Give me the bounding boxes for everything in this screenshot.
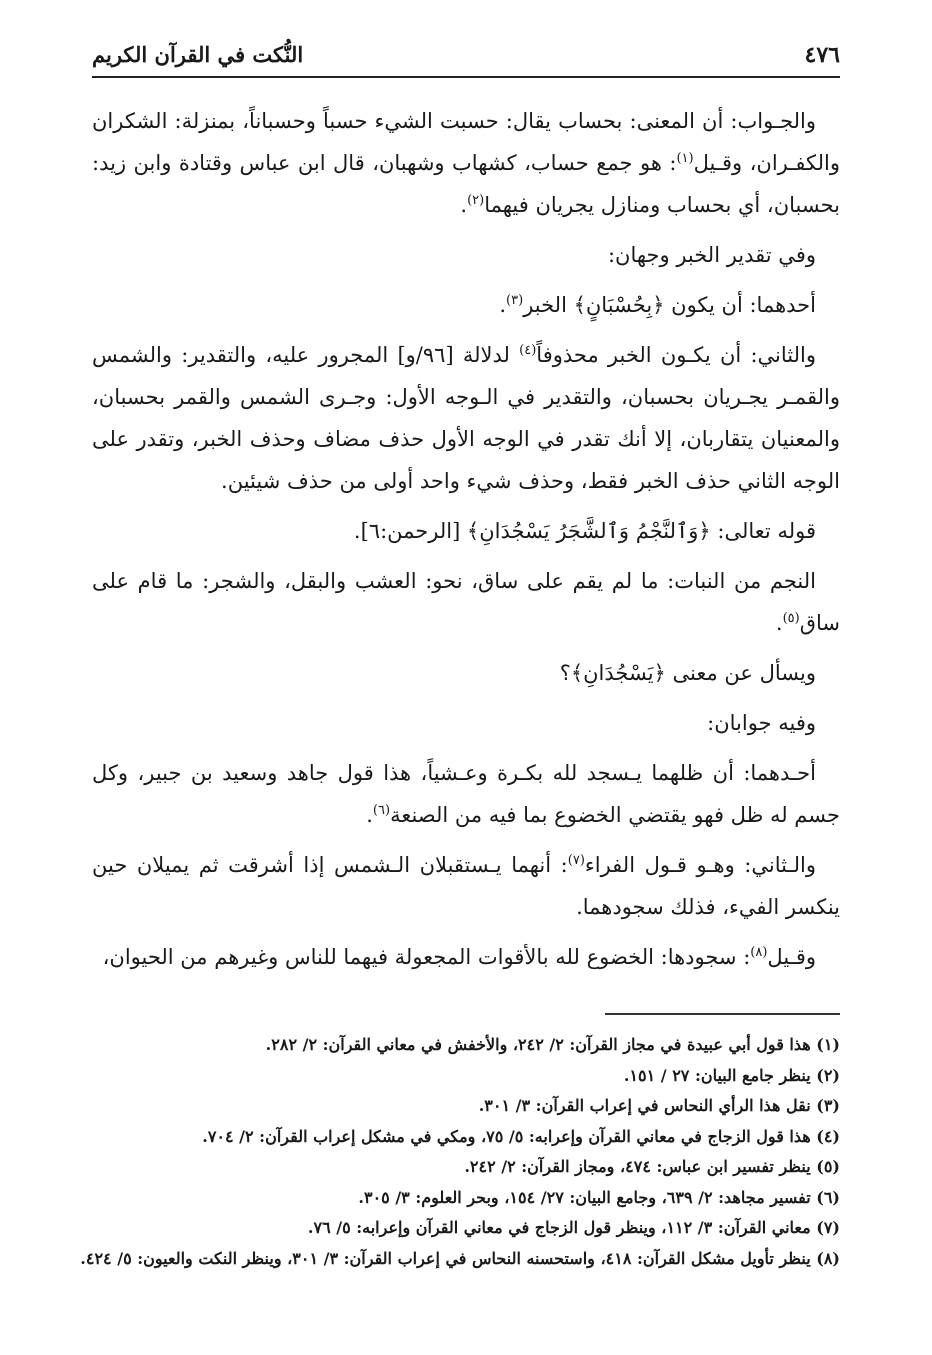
paragraph-text: أحدهما: أن يكون ﴿بِحُسْبَانٍ﴾ الخبر (523, 293, 816, 317)
paragraph-text: والـثاني: وهـو قـول الفراء (584, 853, 816, 877)
footnote-reference: (٤) (519, 343, 537, 358)
body-paragraph (92, 334, 840, 502)
footnote: (٧) معاني القرآن: ٣/ ١١٢، وينظر قول الزجاج في معاني القرآن وإعرابه: ٥/ ٧٦. (307, 1218, 840, 1237)
page-header (92, 36, 840, 78)
paragraph-text: ويسأل عن معنى ﴿يَسْجُدَانِ﴾؟ (559, 661, 816, 685)
footnotes (80, 1030, 840, 1274)
footnote-separator (605, 1013, 840, 1015)
paragraph-text: . (775, 611, 783, 635)
footnote: (٤) هذا قول الزجاج في معاني القرآن وإعرابه: ٥/ ٧٥، ومكي في مشكل إعراب القرآن: ٢/ ٧٠٤. (202, 1126, 840, 1146)
footnote: (٥) ينظر تفسير ابن عباس: ٤٧٤، ومجاز القرآن: ٢/ ٢٤٢. (464, 1157, 840, 1176)
paragraph-text: : أنهما يـستقبلان الـشمس إذا أشرقت ثم يميلان حين ينكسر الفيء، فذلك سجودهما. (92, 853, 840, 919)
paragraph-text: النجم من النبات: ما لم يقم على ساق، نحو: العشب والبقل، والشجر: ما قام على ساق (92, 569, 840, 635)
main-text (92, 100, 840, 986)
footnote-reference: (٧) (567, 853, 585, 868)
paragraph-text: وقـيل (767, 945, 816, 969)
paragraph-text: : هو جمع حساب، كشهاب وشهبان، قال ابن عباس وقتادة وابن زيد: بحسبان، أي بحساب ومنازل يجريان فيهما (92, 151, 840, 217)
paragraph-text: : سجودها: الخضوع لله بالأقوات المجعولة فيهما للناس وغيرهم من الحيوان، (102, 945, 751, 969)
body-paragraph (92, 702, 840, 744)
body-paragraph (92, 752, 840, 836)
paragraph-text: . (460, 193, 468, 217)
body-paragraph (92, 100, 840, 226)
body-paragraph (92, 284, 840, 326)
body-paragraph (92, 844, 840, 928)
footnote-reference: (٢) (467, 193, 485, 208)
paragraph-text: قوله تعالى: ﴿وَٱلنَّجْمُ وَٱلشَّجَرُ يَسْجُدَانِ﴾ [الرحمن:٦]. (353, 519, 816, 543)
body-paragraph (92, 936, 840, 978)
body-paragraph (92, 560, 840, 644)
footnote-reference: (٣) (506, 293, 524, 308)
body-paragraph (92, 510, 840, 552)
page-number: ٤٧٦ (804, 42, 840, 68)
footnote: (٢) ينظر جامع البيان: ٢٧ / ١٥١. (623, 1065, 840, 1085)
book-title: النُّكت في القرآن الكريم (92, 42, 304, 67)
paragraph-text: . (499, 293, 507, 317)
footnote: (٣) نقل هذا الرأي النحاس في إعراب القرآن: ٣/ ٣٠١. (478, 1096, 840, 1115)
paragraph-text: أحـدهما: أن ظلهما يـسجد لله بكـرة وعـشياً، هذا قول جاهد وسعيد بن جبير، وكل جسم له ظل فهو يقتضي الخضوع بما فيه من الصنعة (92, 761, 840, 827)
footnote-reference: (١) (676, 151, 694, 166)
footnote: (٦) تفسير مجاهد: ٢/ ٦٣٩، وجامع البيان: ٢٧/ ١٥٤، وبحر العلوم: ٣/ ٣٠٥. (358, 1187, 840, 1207)
paragraph-text: لدلالة [٩٦/و] المجرور عليه، والتقدير: والشمس والقمـر يجـريان بحسبان، والتقدير في الـوجه الأول: وجـرى الشمس والقمر بحسبان، والمعنيان يتقاربان، إلا أنك تقدر في الوجه الأول حذف مضاف وحذف الخبر، وتقدر على الوجه الثاني حذف الخبر فقط، وحذف شيء واحد أولى من حذف شيئين. (92, 343, 840, 493)
footnote-reference: (٨) (750, 945, 768, 960)
paragraph-text: والثاني: أن يكـون الخبر محذوفاً (536, 343, 816, 367)
paragraph-text: والجـواب: أن المعنى: بحساب يقال: حسبت الشيء حسباً وحسباناً، بمنزلة: الشكران والكفـران، وقـيل (92, 109, 840, 175)
footnote-reference: (٥) (782, 611, 800, 626)
footnote: (١) هذا قول أبي عبيدة في مجاز القرآن: ٢/ ٢٤٢، والأخفش في معاني القرآن: ٢/ ٢٨٢. (265, 1035, 840, 1054)
paragraph-text: وفي تقدير الخبر وجهان: (607, 243, 816, 267)
paragraph-text: وفيه جوابان: (707, 711, 816, 735)
paragraph-text: . (366, 803, 373, 827)
footnote: (٨) ينظر تأويل مشكل القرآن: ٤١٨، واستحسنه النحاس في إعراب القرآن: ٣/ ٣٠١، وينظر النكت والعيون: ٥/ ٤٢٤. (80, 1248, 840, 1268)
body-paragraph (92, 234, 840, 276)
body-paragraph (92, 652, 840, 694)
footnote-reference: (٦) (372, 803, 391, 818)
